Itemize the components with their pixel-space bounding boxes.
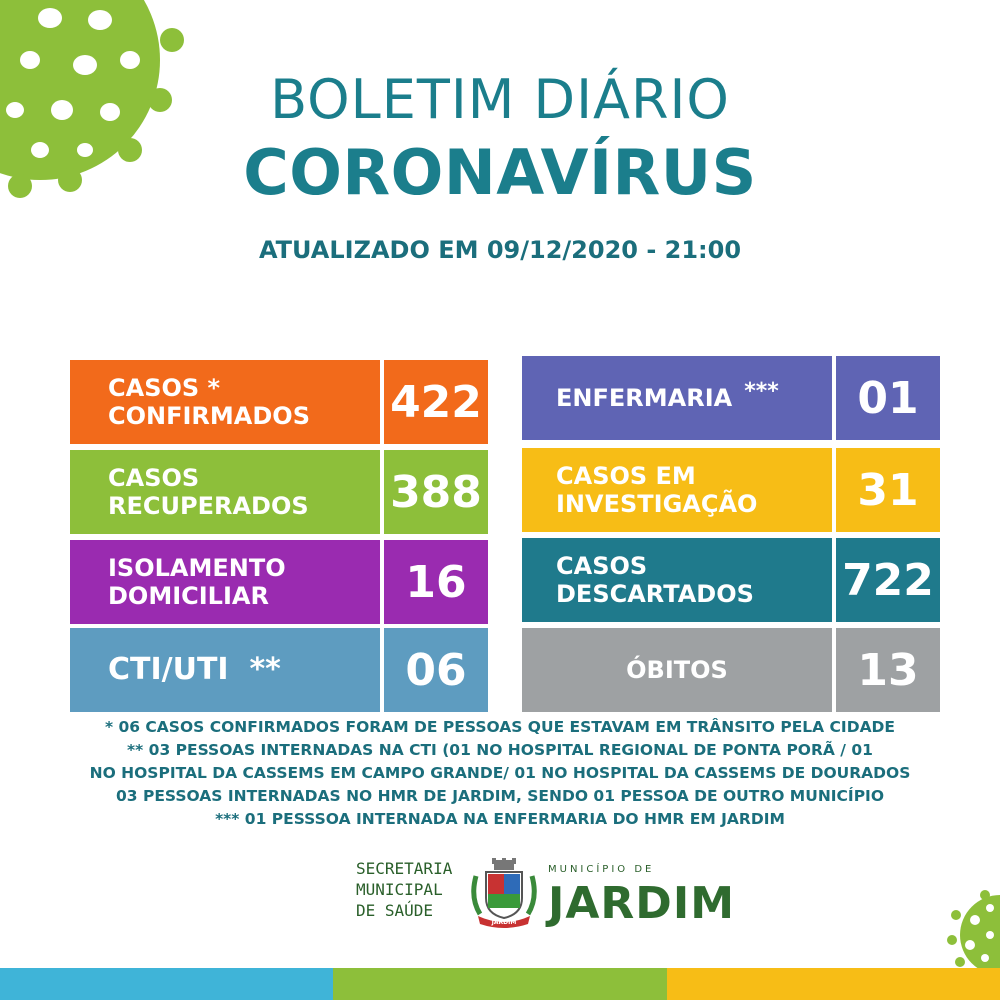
card-label-line2: RECUPERADOS (108, 492, 309, 520)
card-label (522, 356, 832, 440)
card-enfermaria (522, 356, 940, 440)
card-label-line2: DESCARTADOS (556, 580, 754, 608)
card-label-stars: *** (744, 379, 779, 404)
card-label-line1: CASOS * (108, 374, 221, 402)
card-label-line1: ÓBITOS (626, 656, 728, 684)
footnotes (0, 716, 1000, 831)
card-cti-uti (70, 628, 488, 712)
card-casos-descartados (522, 538, 940, 622)
footnote-1: * 06 CASOS CONFIRMADOS FORAM DE PESSOAS QUE ESTAVAM EM TRÂNSITO PELA CIDADE (104, 718, 896, 736)
card-label (70, 360, 380, 444)
bottom-stripe-blue (0, 968, 333, 1000)
card-label (522, 448, 832, 532)
card-value: 722 (836, 538, 940, 622)
card-label-line1: CTI/UTI ** (108, 652, 281, 687)
footnote-2: ** 03 PESSOAS INTERNADAS NA CTI (01 NO HOSPITAL REGIONAL DE PONTA PORÃ / 01 (127, 741, 873, 759)
secretaria-line2: MUNICIPAL (356, 880, 443, 899)
card-value: 06 (384, 628, 488, 712)
card-label-line1: ISOLAMENTO (108, 554, 286, 582)
virus-illustration-bottom-right (940, 890, 1000, 970)
card-label (70, 450, 380, 534)
card-label-line2: DOMICILIAR (108, 582, 269, 610)
title-coronavirus: CORONAVÍRUS (243, 136, 757, 209)
card-label (70, 628, 380, 712)
card-value: 422 (384, 360, 488, 444)
card-value: 01 (836, 356, 940, 440)
municipal-crest-icon (468, 858, 540, 930)
secretaria-line1: SECRETARIA (356, 859, 453, 878)
card-label-line2: INVESTIGAÇÃO (556, 490, 758, 518)
crest-ribbon-text: JARDIM (491, 919, 517, 926)
card-label (522, 628, 832, 712)
card-label-line1: CASOS EM (556, 462, 696, 490)
card-label-line1: ENFERMARIA (556, 384, 733, 412)
card-label-line1: CASOS (556, 552, 648, 580)
card-value: 31 (836, 448, 940, 532)
bottom-stripe-green (333, 968, 667, 1000)
card-value: 16 (384, 540, 488, 624)
card-casos-confirmados (70, 360, 488, 444)
card-label-line2: CONFIRMADOS (108, 402, 310, 430)
card-obitos (522, 628, 940, 712)
card-value: 13 (836, 628, 940, 712)
footnote-3: NO HOSPITAL DA CASSEMS EM CAMPO GRANDE/ 01 NO HOSPITAL DA CASSEMS DE DOURADOS (89, 764, 911, 782)
card-casos-recuperados (70, 450, 488, 534)
card-casos-em-investigacao (522, 448, 940, 532)
secretaria-line3: DE SAÚDE (356, 901, 434, 920)
card-label (522, 538, 832, 622)
updated-timestamp: ATUALIZADO EM 09/12/2020 - 21:00 (258, 236, 742, 264)
secretaria-saude-logo-text (356, 858, 456, 921)
footnote-4: 03 PESSOAS INTERNADAS NO HMR DE JARDIM, SENDO 01 PESSOA DE OUTRO MUNICÍPIO (116, 787, 884, 805)
card-isolamento-domiciliar (70, 540, 488, 624)
bottom-stripe-yellow (667, 968, 1000, 1000)
municipio-name: JARDIM (548, 878, 735, 929)
card-label (70, 540, 380, 624)
card-label-line1: CASOS (108, 464, 200, 492)
card-value: 388 (384, 450, 488, 534)
municipio-small-label: MUNICÍPIO DE (548, 864, 655, 875)
footnote-5: *** 01 PESSSOA INTERNADA NA ENFERMARIA DO HMR EM JARDIM (215, 810, 785, 828)
title-boletim: BOLETIM DIÁRIO (270, 68, 730, 131)
